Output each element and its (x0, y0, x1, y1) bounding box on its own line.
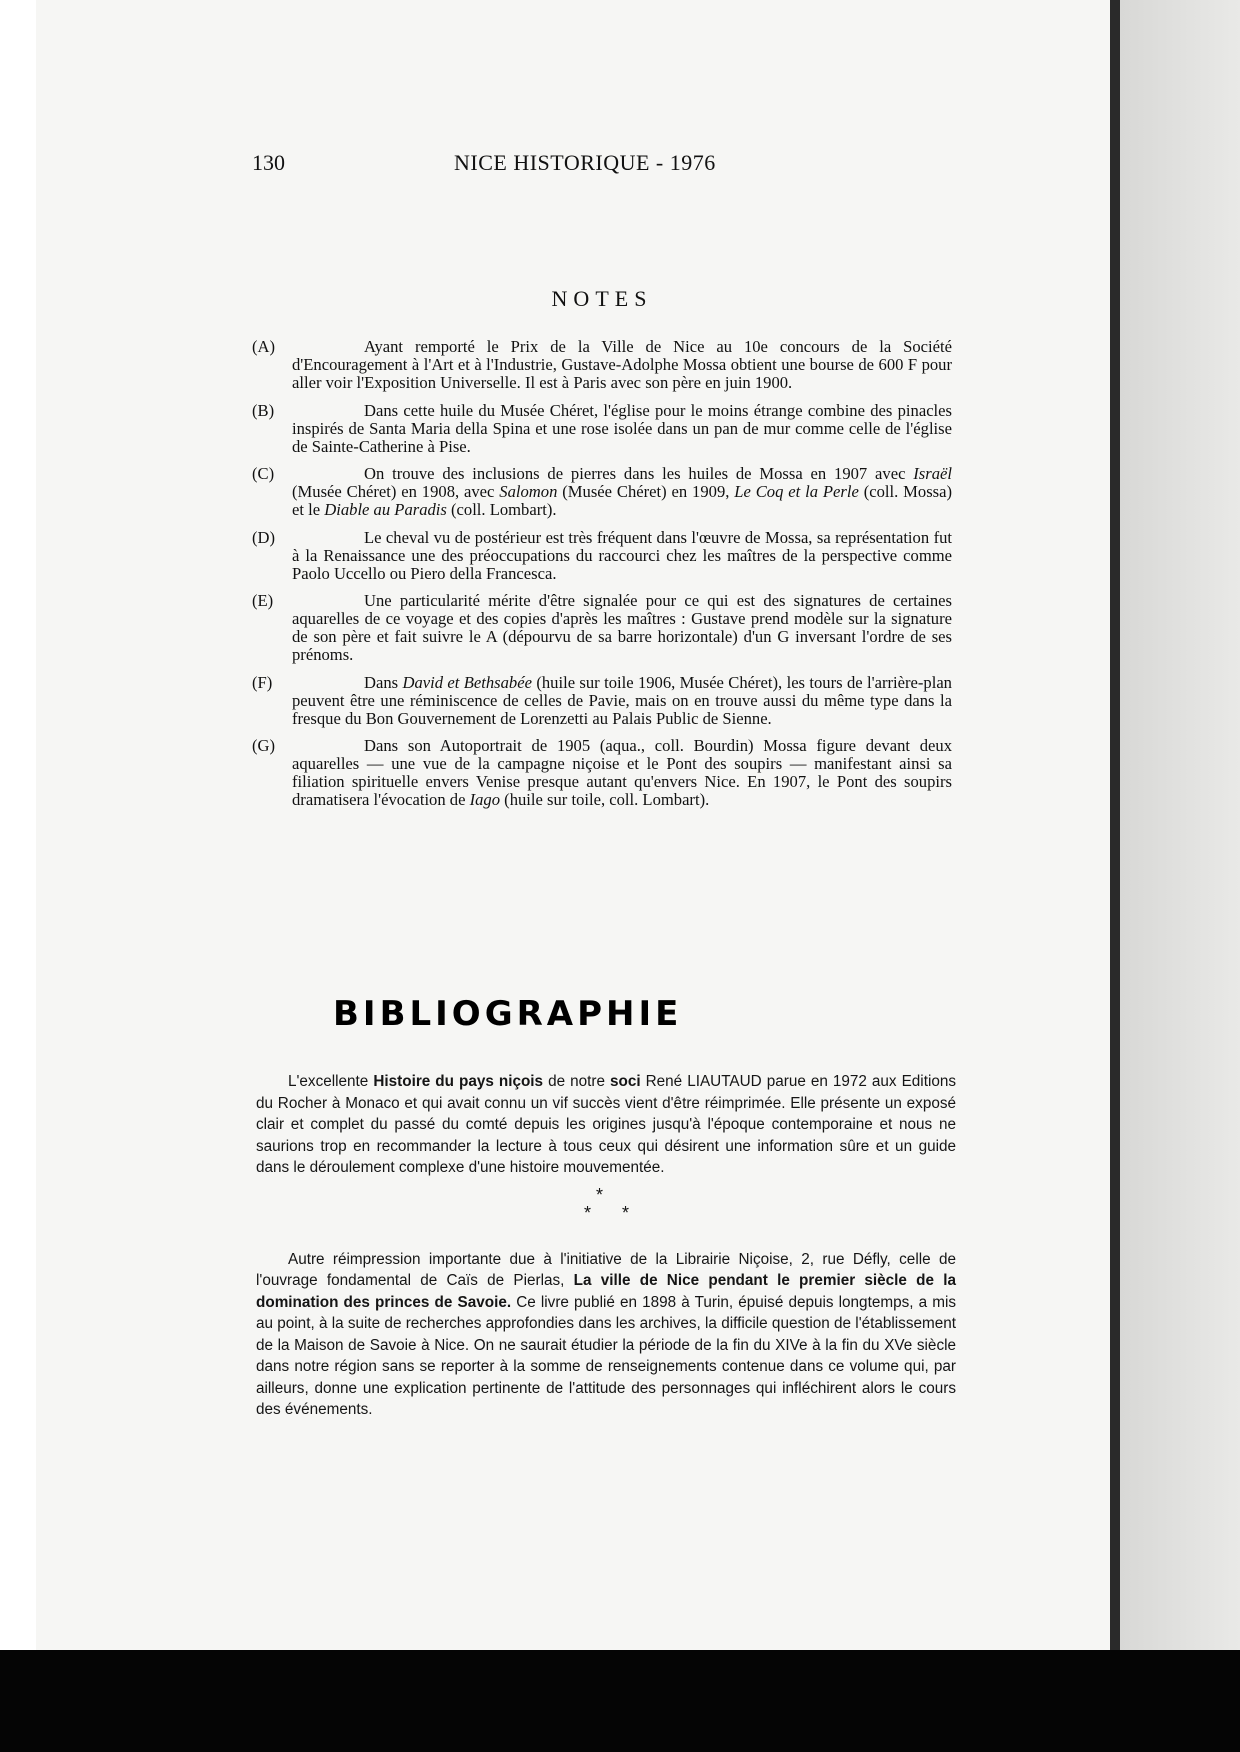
notes-list (252, 338, 952, 819)
separator-star: * (622, 1202, 630, 1223)
bibliography-heading: BIBLIOGRAPHIE (333, 994, 683, 1034)
note-text-segment: (Musée Chéret) en 1909, (557, 482, 735, 501)
journal-title: NICE HISTORIQUE - 1976 (454, 150, 716, 175)
artwork-title: David et Bethsabée (402, 672, 532, 692)
note-e (252, 592, 952, 664)
note-text-segment: (huile sur toile 1906, Musée Chéret), les tours de l'arrière-plan peuvent être une réminiscence de celles de Pavie, mais on en trouve aussi du même type dans la fresque du Bon Gouvernement de Lorenzetti au Palais Public de Sienne. (292, 672, 952, 728)
artwork-title: Salomon (499, 482, 558, 501)
note-text-segment: Ayant remporté le Prix de la Ville de Nice au 10e concours de la Société d'Encouragement à l'Art et à l'Industrie, Gustave-Adolphe Mossa obtient une bourse de 600 F pour aller voir l'Exposition Universelle. Il est à Paris avec son père en juin 1900. (292, 337, 952, 392)
running-header (252, 150, 752, 180)
note-label: (A) (252, 337, 276, 356)
notes-heading: NOTES (551, 286, 653, 311)
note-text-segment: (Musée Chéret) en 1908, avec (292, 482, 500, 501)
note-text-segment: On trouve des inclusions de pierres dans les huiles de Mossa en 1907 avec (364, 464, 914, 483)
note-text (292, 465, 952, 519)
note-label: (E) (252, 591, 274, 610)
bibliography-paragraph (256, 1249, 956, 1421)
note-label: (F) (252, 672, 273, 692)
note-c (252, 465, 952, 519)
note-label: (B) (252, 400, 275, 420)
note-text (292, 737, 952, 809)
separator-star: * (584, 1202, 592, 1223)
note-label: (G) (252, 736, 276, 755)
note-text-segment: Une particularité mérite d'être signalée pour ce qui est des signatures de certaines aquarelles de ce voyage et des copies d'après les maîtres : Gustave prend modèle sur la signature de son père et fait suivre le A (dépourvu de sa barre horizontale) d'un G inversant l'ordre de ses prénoms. (292, 591, 952, 664)
note-b (252, 402, 952, 456)
note-text-segment: Dans cette huile du Musée Chéret, l'église pour le moins étrange combine des pinacles inspirés de Santa Maria della Spina et une rose isolée dans un pan de mur comme celle de l'église de Sainte-Catherine à Pise. (292, 400, 952, 456)
note-a (252, 338, 952, 392)
paragraph-text-segment: René LIAUTAUD parue en 1972 aux Editions du Rocher à Monaco et qui avait connu un vif succès vient d'être réimprimée. Elle présente un exposé clair et complet du passé du comté depuis les origines jusqu'à l'époque contemporaine et nous ne saurions trop en recommander la lecture à tous ceux qui désirent une information sûre et un guide dans le déroulement complexe d'une histoire mouvementée. (256, 1073, 957, 1176)
note-text (292, 402, 952, 456)
note-g (252, 737, 952, 809)
page-edge-shadow (1110, 0, 1120, 1650)
note-text-segment: Dans son Autoportrait de 1905 (aqua., coll. Bourdin) Mossa figure devant deux aquarelles — une vue de la campagne niçoise et le Pont des soupirs — manifestant ainsi sa filiation spirituelle envers Venise presque autant qu'envers Nice. En 1907, le Pont des soupirs dramatisera l'évocation de (292, 736, 952, 809)
note-text-segment: (coll. Lombart). (446, 500, 557, 519)
scanner-bottom-band (0, 1650, 1240, 1752)
section-separator (256, 1179, 956, 1249)
note-text (292, 338, 952, 392)
bibliography-body (256, 1071, 956, 1421)
paragraph-text-segment: Autre réimpression importante due à l'initiative de la Librairie Niçoise, 2, rue Défly, celle de l'ouvrage fondamental de Caïs de Pierlas, (256, 1250, 956, 1289)
note-text (292, 529, 952, 583)
note-label: (C) (252, 464, 275, 483)
note-text-segment: Le cheval vu de postérieur est très fréquent dans l'œuvre de Mossa, sa représentation fut à la Renaissance une des préoccupations du raccourci chez les maîtres de la perspective comme Paolo Uccello ou Piero della Francesca. (292, 527, 952, 583)
separator-star: * (596, 1184, 604, 1205)
artwork-title: Le Coq et la Perle (734, 482, 859, 501)
note-text-segment: (coll. Mossa) et le (292, 482, 953, 519)
artwork-title: Israël (913, 464, 952, 483)
page-number: 130 (252, 150, 285, 175)
note-label: (D) (252, 527, 276, 547)
paragraph-text-segment: de notre (543, 1073, 610, 1090)
note-text (292, 674, 952, 728)
paragraph-text-segment: Ce livre publié en 1898 à Turin, épuisé depuis longtemps, a mis au point, à la suite de recherches approfondies dans les archives, la difficile question de l'établissement de la Maison de Savoie à Nice. On ne saurait étudier la période de la fin du XIVe à la fin du XVe siècle dans notre région sans se reporter à la somme de renseignements contenue dans ce volume qui, par ailleurs, donne une explication pertinente de l'attitude des personnages qui infléchirent alors le cours des événements. (256, 1293, 957, 1418)
emphasis-text: soci (610, 1073, 641, 1090)
paragraph-text-segment: L'excellente (288, 1073, 374, 1090)
next-page-strip (1120, 0, 1240, 1650)
artwork-title: Iago (469, 790, 501, 809)
note-text-segment: (huile sur toile, coll. Lombart). (500, 790, 710, 809)
note-f (252, 674, 952, 728)
artwork-title: Diable au Paradis (324, 500, 447, 519)
note-text-segment: Dans (364, 672, 403, 692)
book-title: Histoire du pays niçois (373, 1073, 544, 1090)
book-title: La ville de Nice pendant le premier siècle de la domination des princes de Savoie. (256, 1272, 956, 1311)
note-text (292, 592, 952, 664)
note-d (252, 529, 952, 583)
bibliography-paragraph (256, 1071, 956, 1179)
